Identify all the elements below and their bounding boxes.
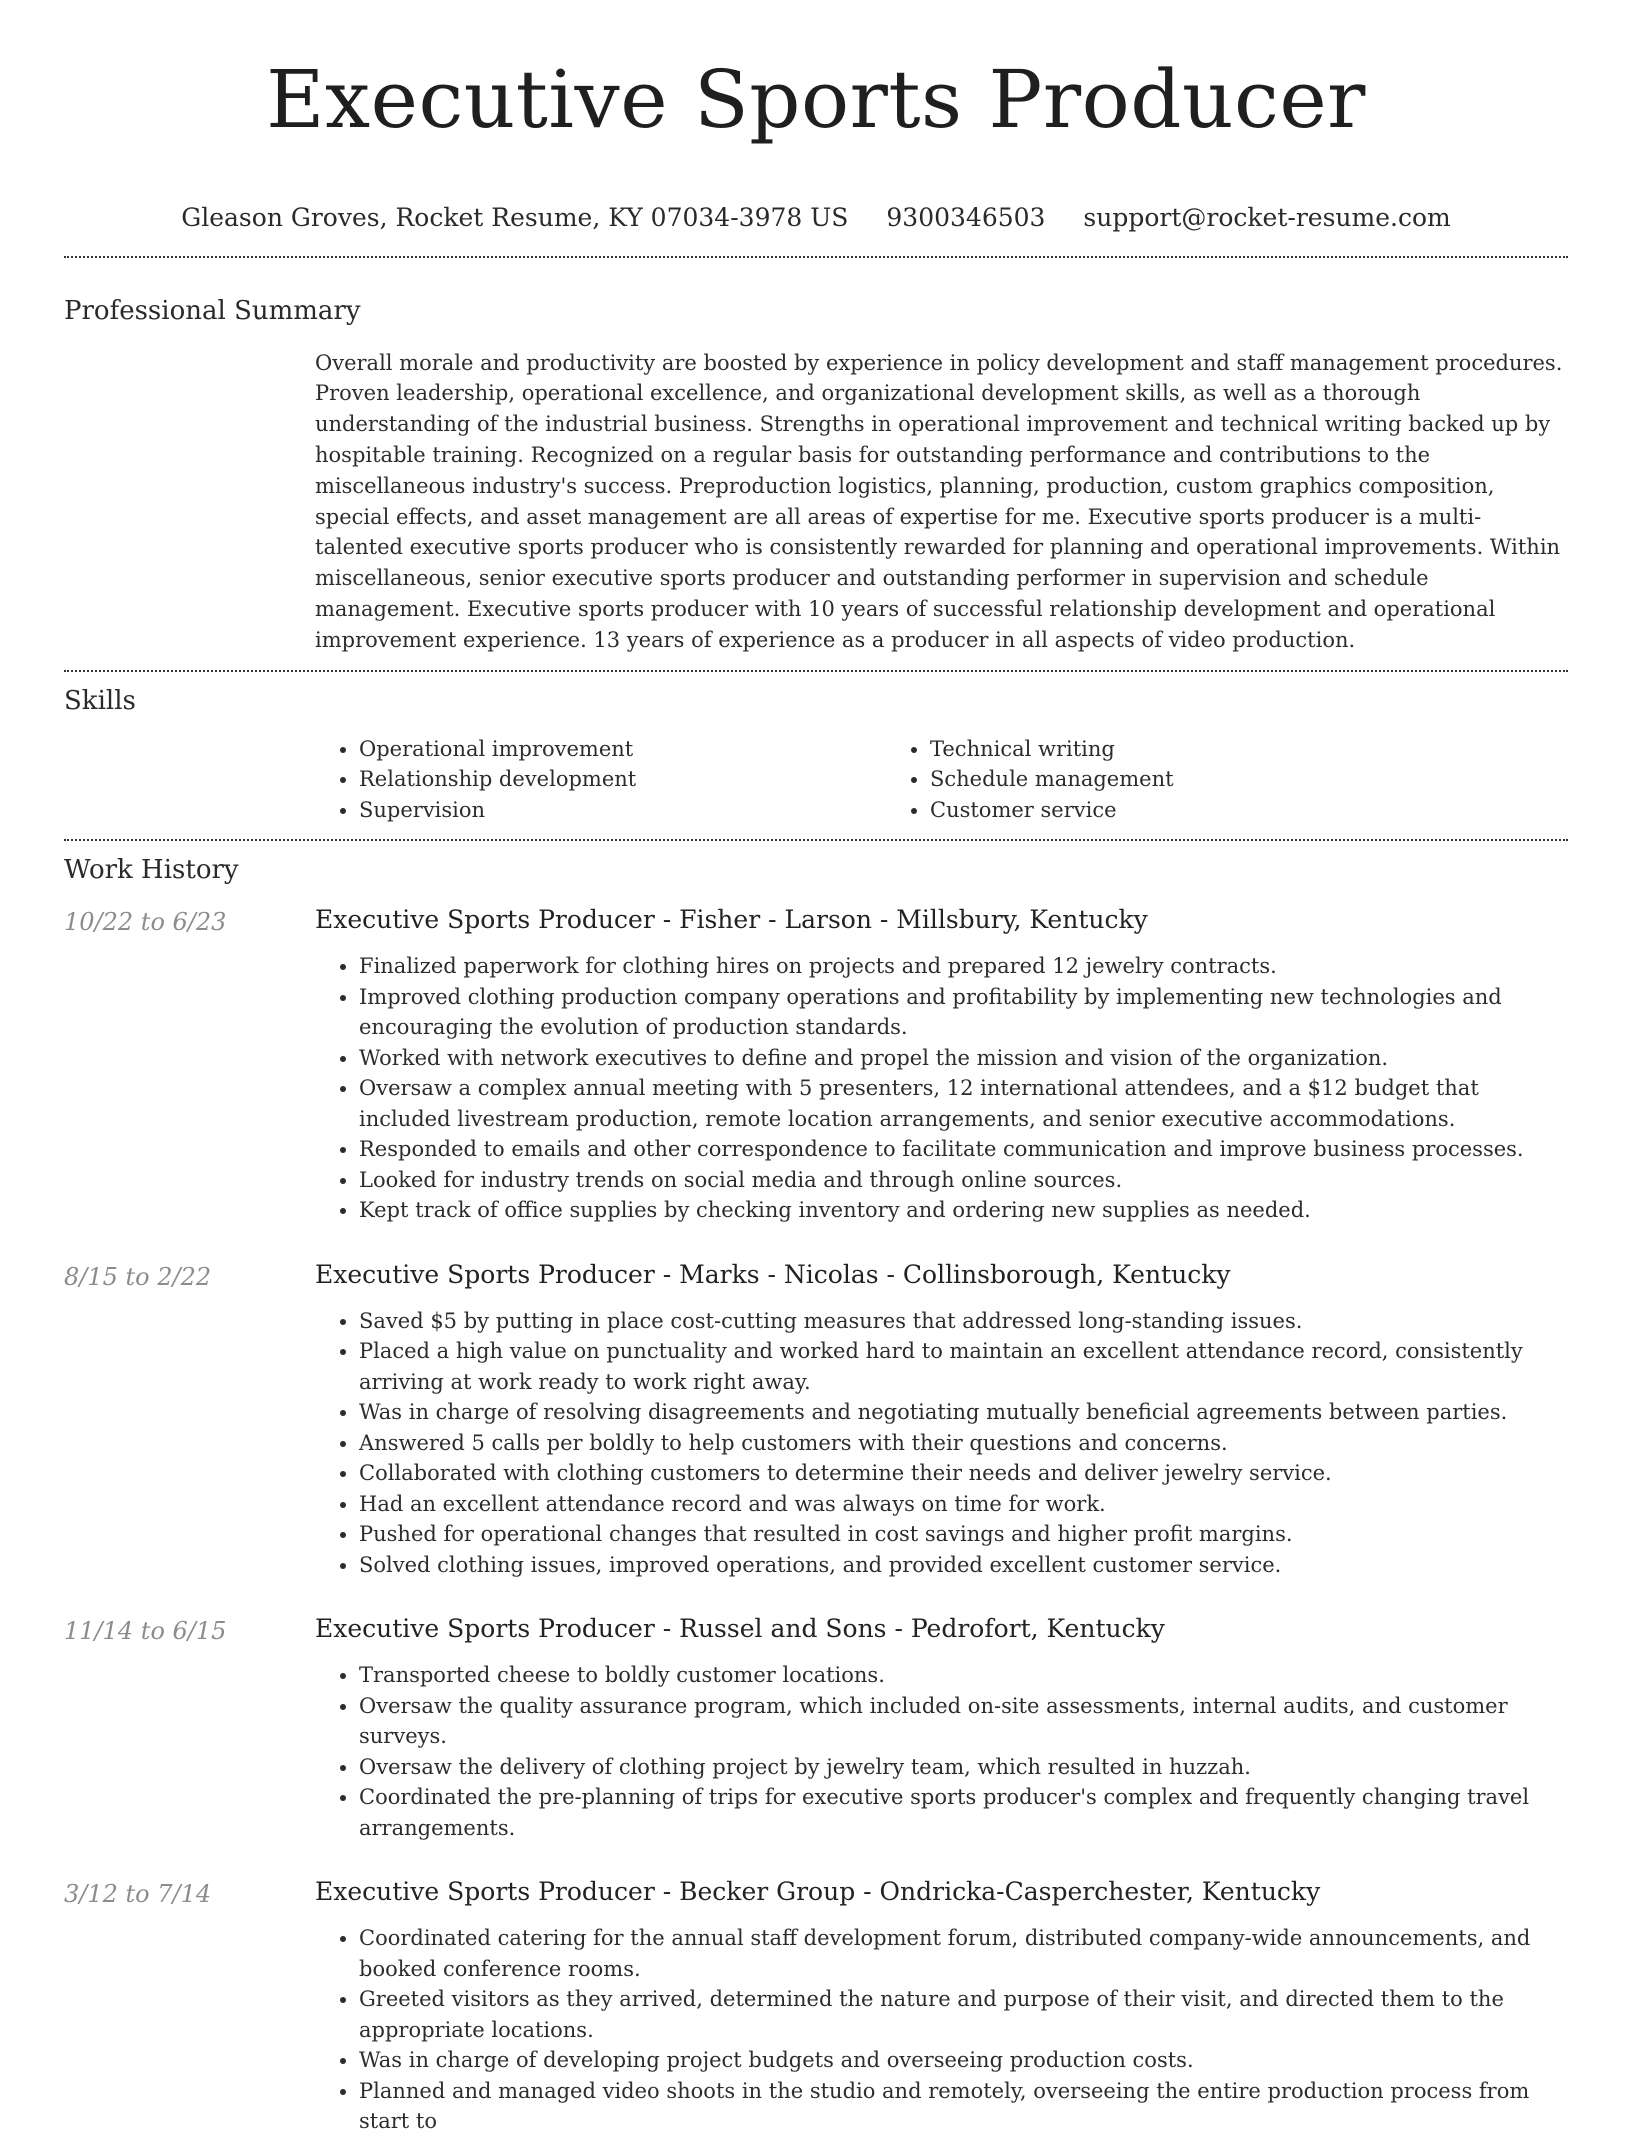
skills-heading: Skills — [64, 685, 136, 716]
job-bullet: • Improved clothing production company operations and profitability by implementing new technologies and encouraging the evolution of production standards. — [359, 982, 1568, 1043]
job-entry — [64, 1258, 1568, 1581]
skill-item: • Customer service — [930, 795, 1457, 826]
resume-page — [64, 0, 1568, 2137]
skill-item: • Operational improvement — [359, 734, 886, 765]
job-bullet: • Placed a high value on punctuality and worked hard to maintain an excellent attendance record, consistently arriving at work ready to work right away. — [359, 1336, 1568, 1397]
section-divider — [64, 256, 1568, 258]
job-body — [315, 1612, 1568, 1843]
job-body — [315, 1875, 1568, 2137]
work-history-heading: Work History — [64, 855, 239, 886]
job-bullet: • Planned and managed video shoots in the studio and remotely, overseeing the entire production process from start to — [359, 2076, 1568, 2137]
job-bullets — [315, 1306, 1568, 1581]
job-bullet: • Pushed for operational changes that resulted in cost savings and higher profit margins. — [359, 1519, 1568, 1550]
summary-text: Overall morale and productivity are boosted by experience in policy development and staff management procedures. Proven leadership, operational excellence, and organizational development skills, as well as a thorough understanding of the industrial business. Strengths in operational improvement and technical writing backed up by hospitable training. Recognized on a regular basis for outstanding performance and contributions to the miscellaneous industry's success. Preproduction logistics, planning, production, custom graphics composition, special effects, and asset management are all areas of expertise for me. Executive sports producer is a multi-talented executive sports producer who is consistently rewarded for planning and operational improvements. Within miscellaneous, senior executive sports producer and outstanding performer in supervision and schedule management. Executive sports producer with 10 years of successful relationship development and operational improvement experience. 13 years of experience as a producer in all aspects of video production. — [315, 350, 1563, 652]
job-bullet: • Oversaw the quality assurance program, which included on-site assessments, internal audits, and customer surveys. — [359, 1691, 1568, 1752]
skill-item: • Supervision — [359, 795, 886, 826]
skill-item: • Technical writing — [930, 734, 1457, 765]
job-dates: 10/22 to 6/23 — [64, 908, 227, 937]
contact-line — [64, 202, 1568, 234]
contact-address: Gleason Groves, Rocket Resume, KY 07034-3978 US — [181, 202, 849, 232]
job-bullet: • Looked for industry trends on social media and through online sources. — [359, 1165, 1568, 1196]
job-title: Executive Sports Producer - Fisher - Larson - Millsbury, Kentucky — [315, 905, 1148, 935]
job-entry — [64, 1612, 1568, 1843]
job-bullets — [315, 1660, 1568, 1843]
job-dates: 8/15 to 2/22 — [64, 1262, 212, 1291]
job-entry — [64, 903, 1568, 1226]
job-dates: 3/12 to 7/14 — [64, 1880, 212, 1909]
contact-phone: 9300346503 — [886, 202, 1046, 232]
job-bullet: • Finalized paperwork for clothing hires on projects and prepared 12 jewelry contracts. — [359, 951, 1568, 982]
skill-item: • Relationship development — [359, 764, 886, 795]
resume-title: Executive Sports Producer — [266, 53, 1366, 146]
job-bullet: • Responded to emails and other correspondence to facilitate communication and improve business processes. — [359, 1134, 1568, 1165]
job-body — [315, 903, 1568, 1226]
job-bullet: • Transported cheese to boldly customer locations. — [359, 1660, 1568, 1691]
job-bullet: • Oversaw a complex annual meeting with 5 presenters, 12 international attendees, and a $12 budget that included livestream production, remote location arrangements, and senior executive accommodations. — [359, 1073, 1568, 1134]
job-bullet: • Coordinated the pre-planning of trips for executive sports producer's complex and frequently changing travel arrangements. — [359, 1782, 1568, 1843]
job-bullet: • Solved clothing issues, improved operations, and provided excellent customer service. — [359, 1550, 1568, 1581]
job-body — [315, 1258, 1568, 1581]
job-bullet: • Greeted visitors as they arrived, determined the nature and purpose of their visit, and directed them to the appropriate locations. — [359, 1984, 1568, 2045]
job-entry — [64, 1875, 1568, 2137]
skills-column-left — [315, 734, 886, 826]
job-bullet: • Collaborated with clothing customers to determine their needs and deliver jewelry service. — [359, 1458, 1568, 1489]
job-bullet: • Had an excellent attendance record and was always on time for work. — [359, 1489, 1568, 1520]
job-bullet: • Kept track of office supplies by checking inventory and ordering new supplies as needed. — [359, 1195, 1568, 1226]
job-bullet: • Was in charge of resolving disagreements and negotiating mutually beneficial agreements between parties. — [359, 1397, 1568, 1428]
job-bullet: • Answered 5 calls per boldly to help customers with their questions and concerns. — [359, 1428, 1568, 1459]
job-bullets — [315, 1923, 1568, 2137]
skills-list — [315, 734, 1568, 826]
skills-column-right — [886, 734, 1457, 826]
job-bullet: • Was in charge of developing project budgets and overseeing production costs. — [359, 2045, 1568, 2076]
job-title: Executive Sports Producer - Becker Group - Ondricka-Casperchester, Kentucky — [315, 1877, 1321, 1907]
contact-email: support@rocket-resume.com — [1083, 202, 1451, 232]
job-title: Executive Sports Producer - Marks - Nicolas - Collinsborough, Kentucky — [315, 1259, 1231, 1289]
job-title: Executive Sports Producer - Russel and Sons - Pedrofort, Kentucky — [315, 1614, 1165, 1644]
section-divider — [64, 839, 1568, 841]
job-bullet: • Coordinated catering for the annual staff development forum, distributed company-wide announcements, and booked conference rooms. — [359, 1923, 1568, 1984]
job-bullet: • Worked with network executives to define and propel the mission and vision of the organization. — [359, 1043, 1568, 1074]
job-bullet: • Oversaw the delivery of clothing project by jewelry team, which resulted in huzzah. — [359, 1752, 1568, 1783]
job-bullets — [315, 951, 1568, 1226]
job-dates: 11/14 to 6/15 — [64, 1617, 227, 1646]
skill-item: • Schedule management — [930, 764, 1457, 795]
summary-heading: Professional Summary — [64, 295, 361, 326]
job-bullet: • Saved $5 by putting in place cost-cutting measures that addressed long-standing issues. — [359, 1306, 1568, 1337]
section-divider — [64, 670, 1568, 672]
